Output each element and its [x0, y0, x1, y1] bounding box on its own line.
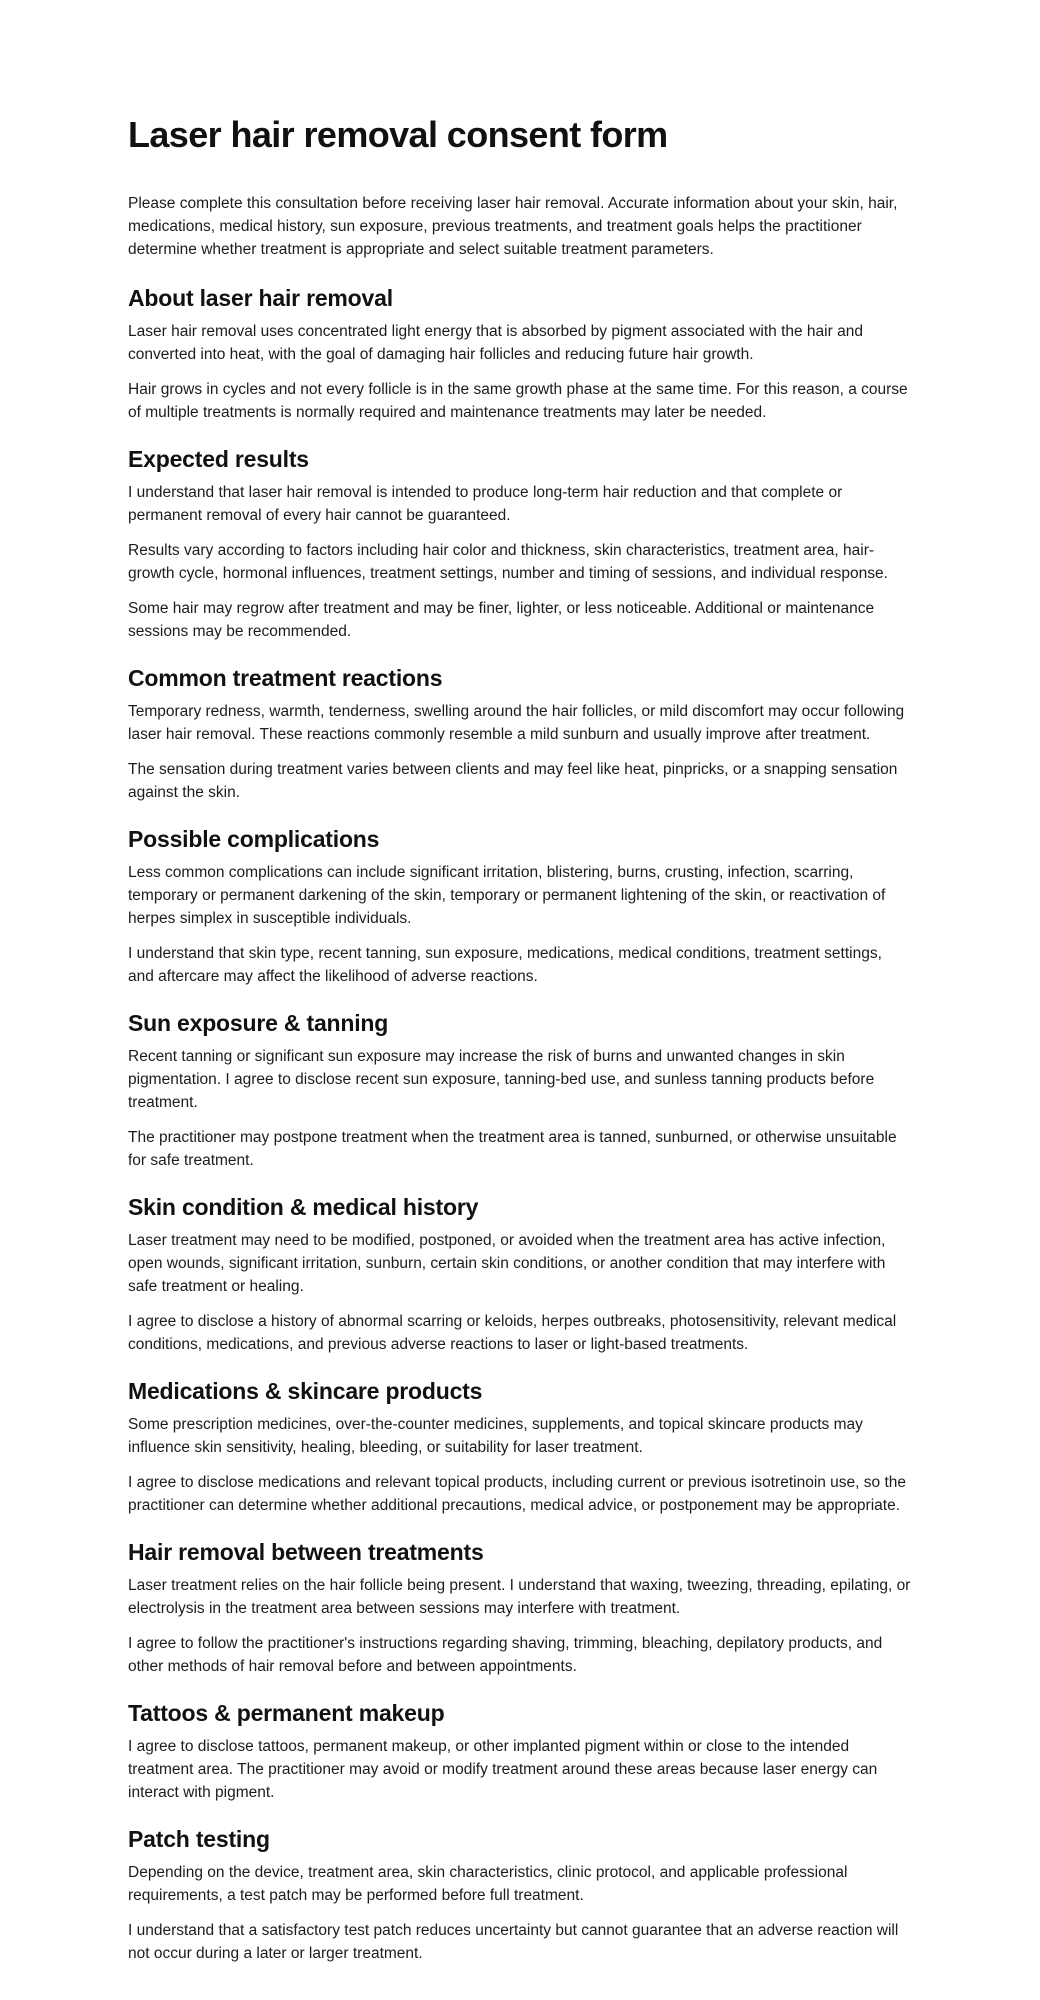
sections-container — [128, 283, 912, 1965]
consent-form — [128, 112, 912, 1985]
section-paragraph: Laser hair removal uses concentrated light energy that is absorbed by pigment associated with the hair and converted into heat, with the goal of damaging hair follicles and reducing future hair growth. — [128, 323, 863, 363]
section-paragraph: Recent tanning or significant sun exposure may increase the risk of burns and unwanted changes in skin pigmentation. I agree to disclose recent sun exposure, tanning-bed use, and sunless tanning products before treatment. — [128, 1048, 875, 1111]
section-paragraph: Laser treatment relies on the hair follicle being present. I understand that waxing, tweezing, threading, epilating, or electrolysis in the treatment area between sessions may interfere with treatment. — [128, 1577, 911, 1617]
section-paragraph: I agree to disclose medications and relevant topical products, including current or previous isotretinoin use, so the practitioner can determine whether additional precautions, medical advice, or postponement may be appropriate. — [128, 1474, 907, 1514]
section-paragraph: I understand that skin type, recent tanning, sun exposure, medications, medical conditions, treatment settings, and aftercare may affect the likelihood of adverse reactions. — [128, 945, 882, 985]
section-paragraph: The sensation during treatment varies between clients and may feel like heat, pinpricks, or a snapping sensation against the skin. — [128, 761, 898, 801]
section-paragraph: Less common complications can include significant irritation, blistering, burns, crusting, infection, scarring, temporary or permanent darkening of the skin, temporary or permanent lightening of the skin, or reactivation of herpes simplex in susceptible individuals. — [128, 864, 886, 927]
section-heading: About laser hair removal — [128, 285, 393, 311]
section — [128, 1192, 912, 1356]
section-heading: Medications & skincare products — [128, 1378, 483, 1404]
section-paragraph: Laser treatment may need to be modified, postponed, or avoided when the treatment area has active infection, open wounds, significant irritation, sunburn, certain skin conditions, or another condition that may interfere with safe treatment or healing. — [128, 1232, 886, 1295]
section — [128, 1537, 912, 1678]
section-paragraph: I understand that laser hair removal is intended to produce long-term hair reduction and that complete or permanent removal of every hair cannot be guaranteed. — [128, 484, 843, 524]
section-heading: Tattoos & permanent makeup — [128, 1700, 445, 1726]
section — [128, 824, 912, 988]
section-paragraph: I agree to disclose tattoos, permanent makeup, or other implanted pigment within or close to the intended treatment area. The practitioner may avoid or modify treatment around these areas because laser energy can interact with pigment. — [128, 1738, 878, 1801]
section-heading: Possible complications — [128, 826, 380, 852]
section — [128, 1824, 912, 1965]
section-paragraph: The practitioner may postpone treatment when the treatment area is tanned, sunburned, or otherwise unsuitable for safe treatment. — [128, 1129, 897, 1169]
section-heading: Patch testing — [128, 1826, 270, 1852]
section — [128, 1376, 912, 1517]
section-paragraph: Some prescription medicines, over-the-counter medicines, supplements, and topical skincare products may influence skin sensitivity, healing, bleeding, or suitability for laser treatment. — [128, 1416, 863, 1456]
section — [128, 1008, 912, 1172]
section-paragraph: I understand that a satisfactory test patch reduces uncertainty but cannot guarantee that an adverse reaction will not occur during a later or larger treatment. — [128, 1922, 899, 1962]
section — [128, 444, 912, 643]
section-heading: Hair removal between treatments — [128, 1539, 484, 1565]
section — [128, 1698, 912, 1804]
section — [128, 283, 912, 424]
section-heading: Common treatment reactions — [128, 665, 443, 691]
section-paragraph: I agree to follow the practitioner's instructions regarding shaving, trimming, bleaching, depilatory products, and other methods of hair removal before and between appointments. — [128, 1635, 883, 1675]
section-paragraph: I agree to disclose a history of abnormal scarring or keloids, herpes outbreaks, photosensitivity, relevant medical conditions, medications, and previous adverse reactions to laser or light-based treatments. — [128, 1313, 897, 1353]
section-paragraph: Depending on the device, treatment area, skin characteristics, clinic protocol, and applicable professional requirements, a test patch may be performed before full treatment. — [128, 1864, 848, 1904]
section-paragraph: Hair grows in cycles and not every follicle is in the same growth phase at the same time. For this reason, a course of multiple treatments is normally required and maintenance treatments may later be needed. — [128, 381, 908, 421]
section-paragraph: Some hair may regrow after treatment and may be finer, lighter, or less noticeable. Additional or maintenance sessions may be recommended. — [128, 600, 875, 640]
section-heading: Sun exposure & tanning — [128, 1010, 389, 1036]
section-paragraph: Results vary according to factors including hair color and thickness, skin characteristics, treatment area, hair-growth cycle, hormonal influences, treatment settings, number and timing of sessions, and individual response. — [128, 542, 888, 582]
section-paragraph: Temporary redness, warmth, tenderness, swelling around the hair follicles, or mild discomfort may occur following laser hair removal. These reactions commonly resemble a mild sunburn and usually improve after treatment. — [128, 703, 905, 743]
page-title: Laser hair removal consent form — [128, 114, 668, 155]
section-heading: Expected results — [128, 446, 309, 472]
section — [128, 663, 912, 804]
section-heading: Skin condition & medical history — [128, 1194, 479, 1220]
intro-paragraph: Please complete this consultation before receiving laser hair removal. Accurate information about your skin, hair, medications, medical history, sun exposure, previous treatments, and treatment goals helps the practitioner determine whether treatment is appropriate and select suitable treatment parameters. — [128, 195, 898, 258]
